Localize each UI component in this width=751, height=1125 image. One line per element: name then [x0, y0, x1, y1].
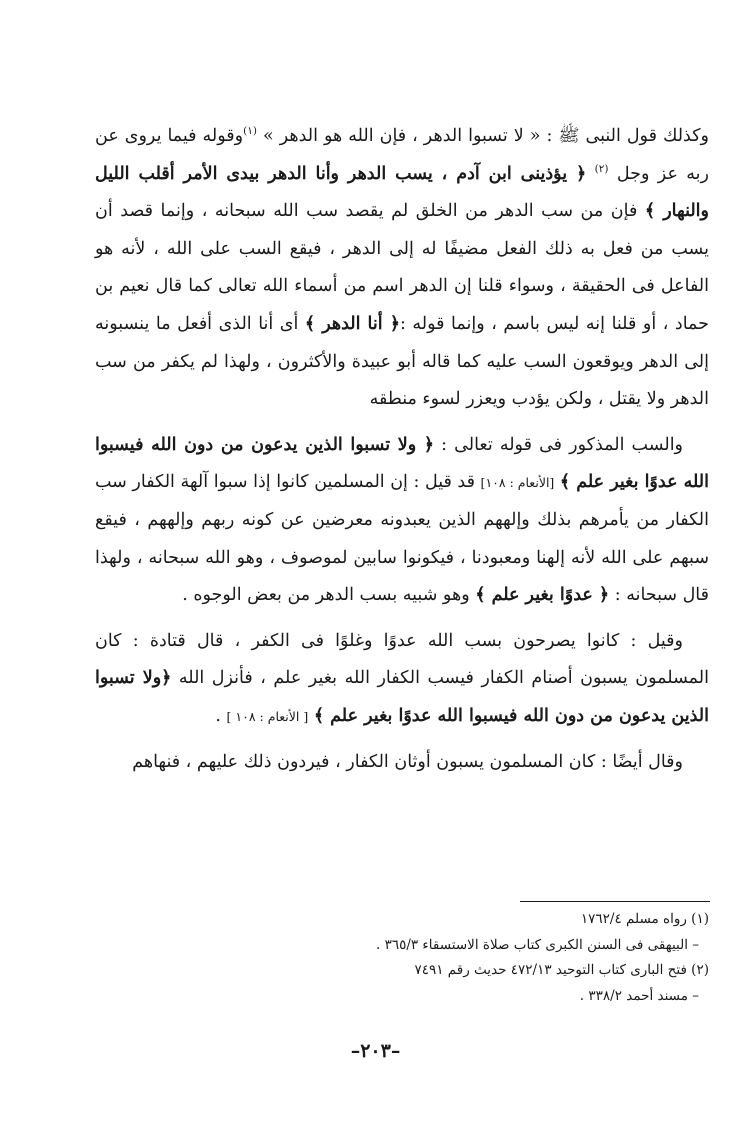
text-run: فإن من سب الدهر من الخلق لم يقصد سب الله سبحانه ، وإنما قصد أن يسب من فعل به ذلك الفعل مضيفًا له إلى الدهر ، فيقع السب على الله ، لأنه هو الفاعل فى الحقيقة ، وسواء قلنا إن الدهر اسم من أسماء الله تعالى كما قال نعيم بن حماد ، أو قلنا إنه ليس باسم ، وإنما قوله : [95, 201, 709, 334]
verse-reference: [الأنعام : ١٠٨] [480, 475, 555, 491]
text-run: قد قيل : إن المسلمين كانوا إذا سبوا آلهة الكفار سب الكفار من يأمرهم بذلك وإلههم الذين يعبدونه معرضين عن كونه ربهم وإلههم ، فيقع سبهم على الله لأنه إلهنا ومعبودنا ، فيكونوا سابين لموصوف ، وهو الله سبحانه ، ولهذا قال سبحانه : [95, 472, 709, 606]
footnote-line: – مسند أحمد ٣٣٨/٢ . [579, 987, 699, 1004]
page-number: –٢٠٣– [350, 1040, 401, 1062]
text-run: وقيل : كانوا يصرحون بسب الله عدوًا وغلوًا فى الكفر ، قال قتادة : كان المسلمون يسبون أصنام الكفار فيسب الكفار الله بغير علم ، فأنزل الله [95, 630, 709, 689]
paragraph [95, 118, 709, 419]
text-run: وقوله فيما يروى عن ربه عز وجل [95, 126, 709, 184]
body-text [95, 118, 709, 781]
footnote-line: (٢) فتح البارى كتاب التوحيد ٤٧٢/١٣ حديث رقم ٧٤٩١ [414, 962, 709, 978]
text-run: وهو شبيه بسب الدهر من بعض الوجوه . [182, 585, 476, 606]
text-run [586, 164, 594, 184]
quoted-text: ﴿ ولا تسبوا الذين يدعون من دون الله فيسبوا الله عدوًا بغير علم ﴾ [95, 434, 709, 493]
quoted-text: ﴿ولا تسبوا الذين يدعون من دون الله فيسبوا الله عدوًا بغير علم ﴾ [95, 668, 709, 726]
text-run: أى أنا الذى أفعل ما ينسبونه إلى الدهر ويوقعون السب عليه كما قاله أبو عبيدة والأكثرون ، ولهذا لم يكفر من سب الدهر ولا يقتل ، ولكن يؤدب ويعزر لسوء منطقه [95, 313, 709, 410]
verse-reference: [ الأنعام : ١٠٨ ] [226, 708, 309, 724]
paragraph [95, 744, 709, 782]
footnote-line: (١) رواه مسلم ١٧٦٢/٤ [580, 911, 709, 927]
quoted-text: ﴿ أنا الدهر ﴾ [304, 313, 400, 334]
quoted-text: ﴿ يؤذينى ابن آدم ، يسب الدهر وأنا الدهر بيدى الأمر أقلب الليل والنهار ﴾ [95, 163, 709, 222]
footnote-separator [520, 901, 710, 902]
text-run: . [215, 705, 227, 726]
paragraph [95, 427, 709, 615]
footnote-line: – البيهقى فى السنن الكبرى كتاب صلاة الاستسقاء ٣٦٥/٣ . [375, 936, 699, 953]
text-run: وكذلك قول النبى ﷺ : « لا تسبوا الدهر ، فإن الله هو الدهر » [256, 126, 709, 146]
text-run: وقال أيضًا : كان المسلمون يسبون أوثان الكفار ، فيردون ذلك عليهم ، فنهاهم [132, 751, 683, 772]
quoted-text: ﴿ عدوًا بغير علم ﴾ [475, 585, 610, 606]
footnotes [250, 907, 709, 1009]
text-run: والسب المذكور فى قوله تعالى : [434, 434, 684, 455]
footnote-marker: (٢) [594, 162, 609, 175]
footnote-marker: (١) [243, 125, 257, 138]
paragraph [95, 623, 709, 736]
